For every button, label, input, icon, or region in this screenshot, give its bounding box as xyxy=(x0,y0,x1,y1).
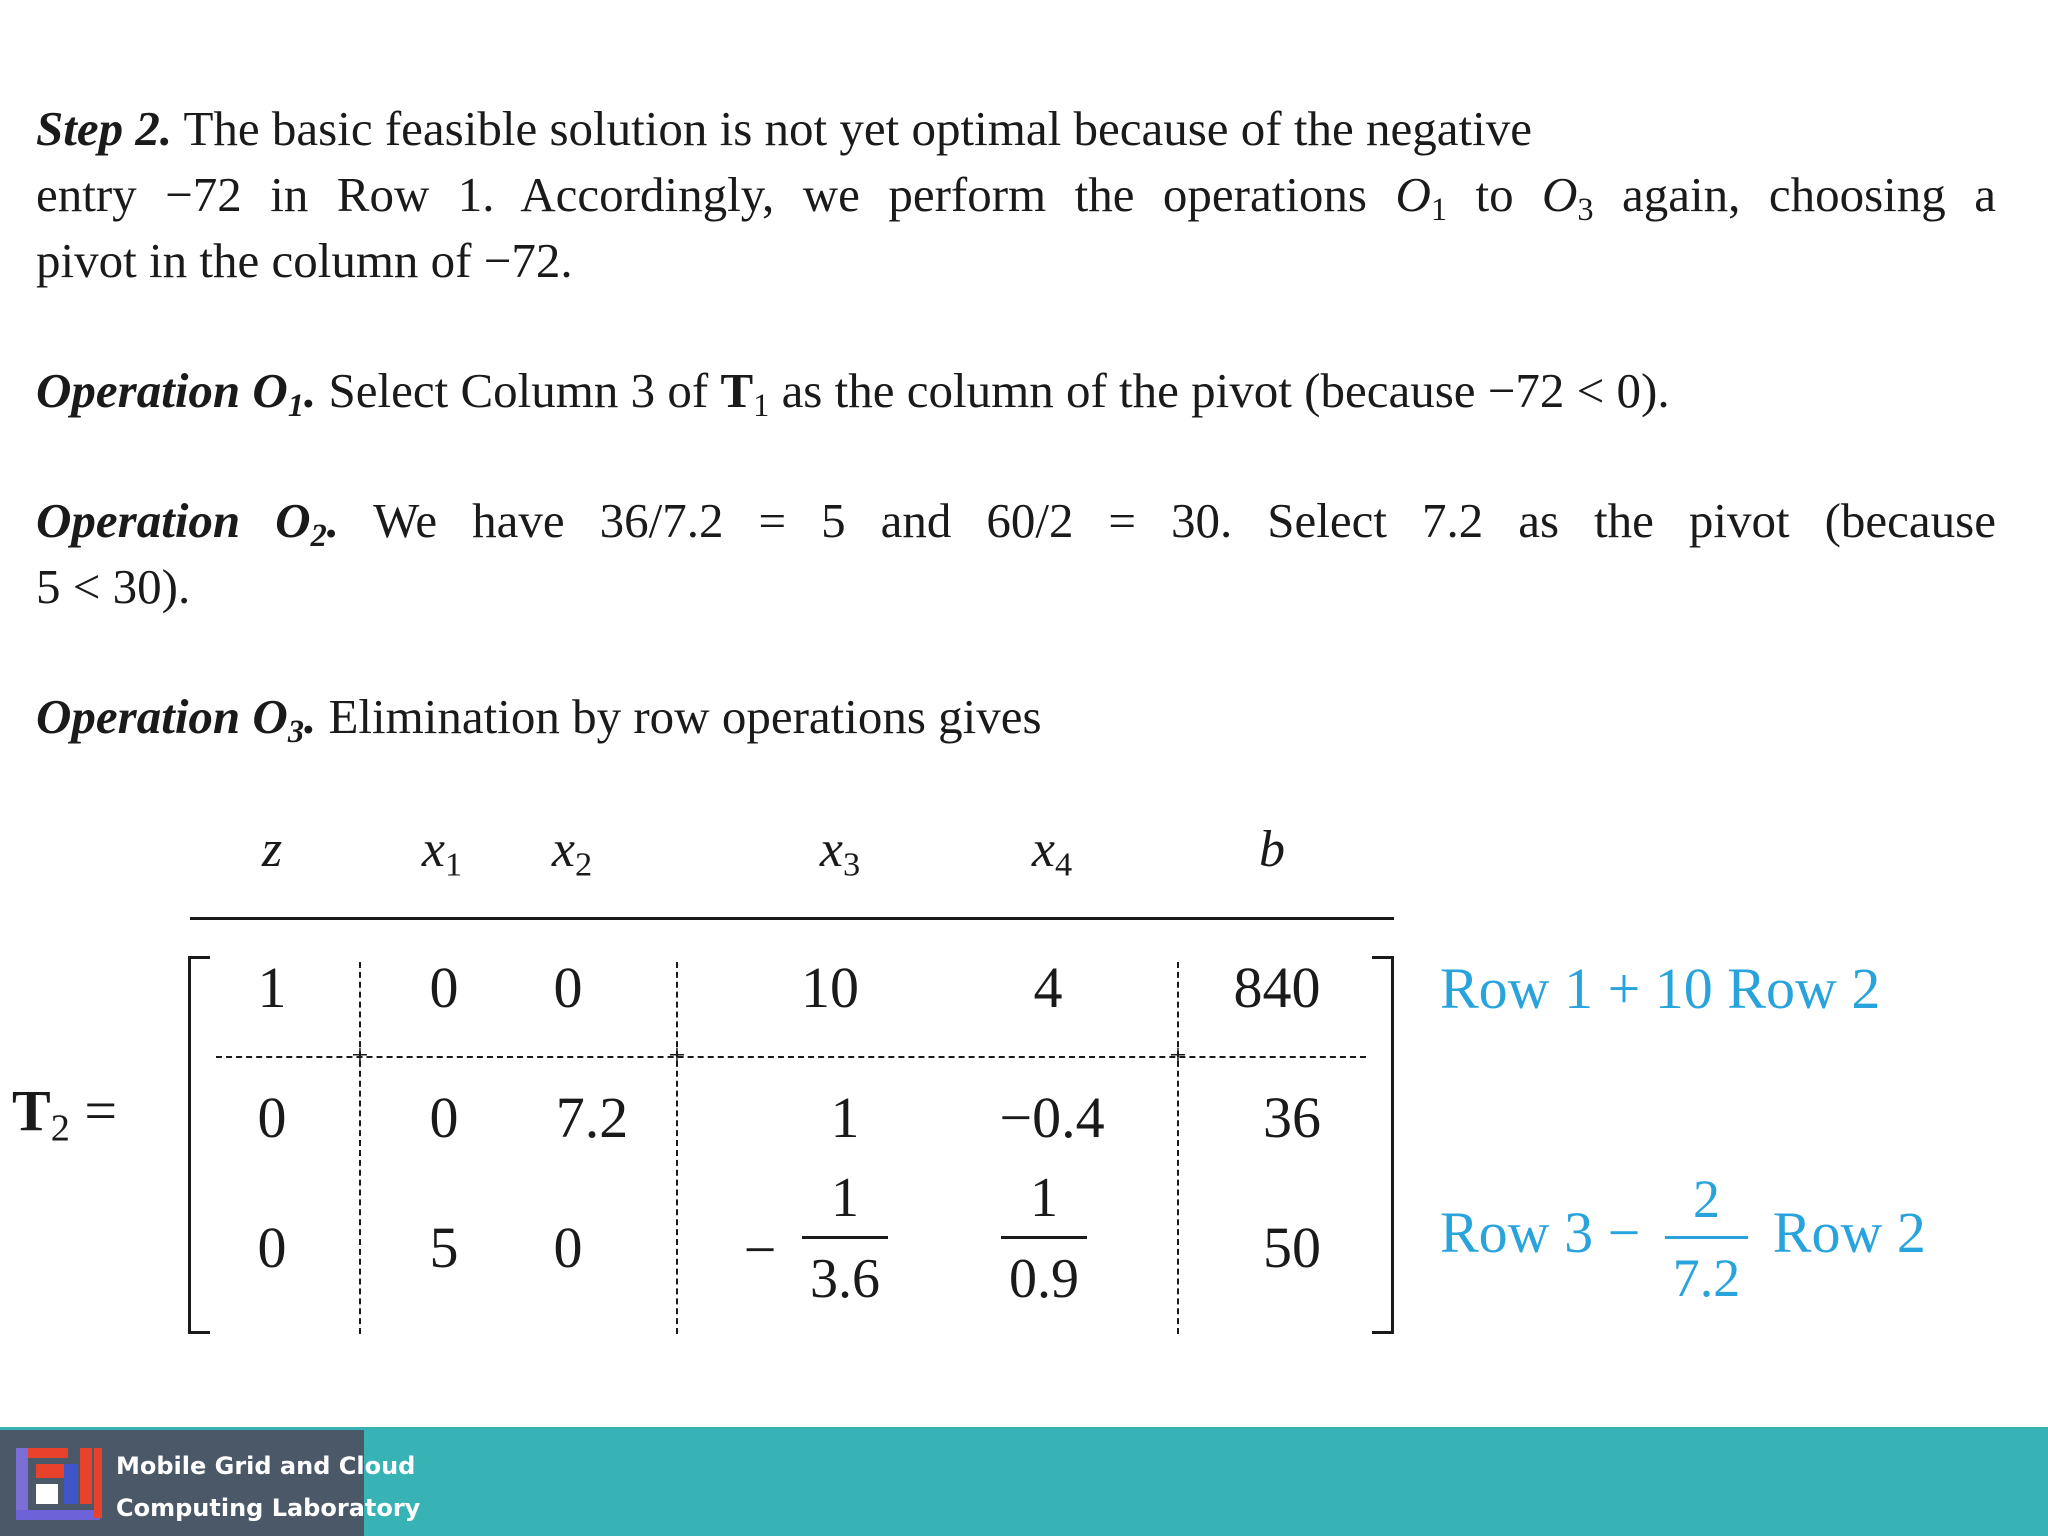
lab-name-line2: Computing Laboratory xyxy=(116,1494,421,1522)
footer-bar xyxy=(0,1427,2048,1536)
annotation-row3-fraction: $\frac{2}{7.2}$ xyxy=(1665,1172,1749,1305)
cell-r3-b: 50 xyxy=(1263,1215,1321,1280)
operation3-paragraph: Operation $O_3$. Elimination by row operations gives xyxy=(36,689,1042,750)
operation1-paragraph: Operation $O_1$. Select Column 3 of $T_1$ as the column of the pivot (because −72 < 0). xyxy=(36,363,1670,424)
cell-r1-z: 1 xyxy=(257,955,287,1020)
separator-cross-3: + xyxy=(1169,1038,1187,1072)
step2-paragraph xyxy=(36,96,1996,294)
cell-r2-b: 36 xyxy=(1263,1085,1321,1150)
step2-line2: entry −72 in Row 1. Accordingly, we perform the operations $O_1$ to $O_3$ again, choosing a xyxy=(36,167,1996,228)
header-rule xyxy=(190,917,1394,920)
cell-r1-b: 840 xyxy=(1233,955,1321,1020)
header-x3: $x_3$ xyxy=(819,821,861,884)
cell-r1-x3: 10 xyxy=(801,955,859,1020)
cell-r3-x1: 5 xyxy=(429,1215,459,1280)
header-z: z xyxy=(261,821,283,878)
cell-r1-x1: 0 xyxy=(429,955,459,1020)
right-bracket xyxy=(1372,956,1394,1334)
step2-line3: pivot in the column of −72. xyxy=(36,233,573,288)
operation2-label: Operation $O_2$. xyxy=(36,493,339,554)
separator-h xyxy=(216,1056,1366,1058)
lab-name-line1: Mobile Grid and Cloud xyxy=(116,1452,416,1480)
cell-r1-x4: 4 xyxy=(1033,955,1063,1020)
separator-v1 xyxy=(359,962,361,1334)
cell-r2-x1: 0 xyxy=(429,1085,459,1150)
tableau-matrix xyxy=(0,780,2048,1340)
operation2-paragraph: Operation $O_2$. We have 36/7.2 = 5 and 60/2 = 30. Select 7.2 as the pivot (because 5 < 30). xyxy=(36,493,1996,614)
header-x4: $x_4$ xyxy=(1031,821,1073,884)
left-bracket xyxy=(188,956,210,1334)
step2-line1: The basic feasible solution is not yet optimal because of the negative xyxy=(172,101,1532,156)
operation1-label: Operation $O_1$. xyxy=(36,363,317,424)
header-x1: $x_1$ xyxy=(421,821,463,884)
step2-label: Step 2. xyxy=(36,101,173,156)
annotation-row3: Row 3 − $\frac{2}{7.2}$ Row 2 xyxy=(1440,1169,1926,1308)
lab-badge xyxy=(0,1430,421,1536)
separator-cross-1: + xyxy=(351,1038,369,1072)
header-x2: $x_2$ xyxy=(551,821,593,884)
cell-r1-x2: 0 xyxy=(553,955,583,1020)
annotation-row1: Row 1 + 10 Row 2 xyxy=(1440,956,1881,1021)
cell-r3-x2: 0 xyxy=(553,1215,583,1280)
separator-v3 xyxy=(1177,962,1179,1334)
cell-r3-z: 0 xyxy=(257,1215,287,1280)
lab-logo-icon xyxy=(14,1446,104,1522)
operation2-line2: 5 < 30). xyxy=(36,559,191,614)
cell-r3-x3-fraction: 1 3.6 xyxy=(802,1170,888,1307)
cell-r3-x4-fraction: 1 0.9 xyxy=(1001,1170,1087,1307)
cell-r2-z: 0 xyxy=(257,1085,287,1150)
matrix-label: $T_2$ = xyxy=(12,1078,118,1150)
cell-r2-x2: 7.2 xyxy=(555,1085,629,1150)
operation3-label: Operation $O_3$. xyxy=(36,689,317,750)
header-b: b xyxy=(1259,821,1285,878)
cell-r3-x3-sign: − xyxy=(743,1217,777,1282)
cell-r2-x4: −0.4 xyxy=(999,1085,1105,1150)
separator-cross-2: + xyxy=(668,1038,686,1072)
separator-v2 xyxy=(676,962,678,1334)
cell-r2-x3: 1 xyxy=(830,1085,860,1150)
